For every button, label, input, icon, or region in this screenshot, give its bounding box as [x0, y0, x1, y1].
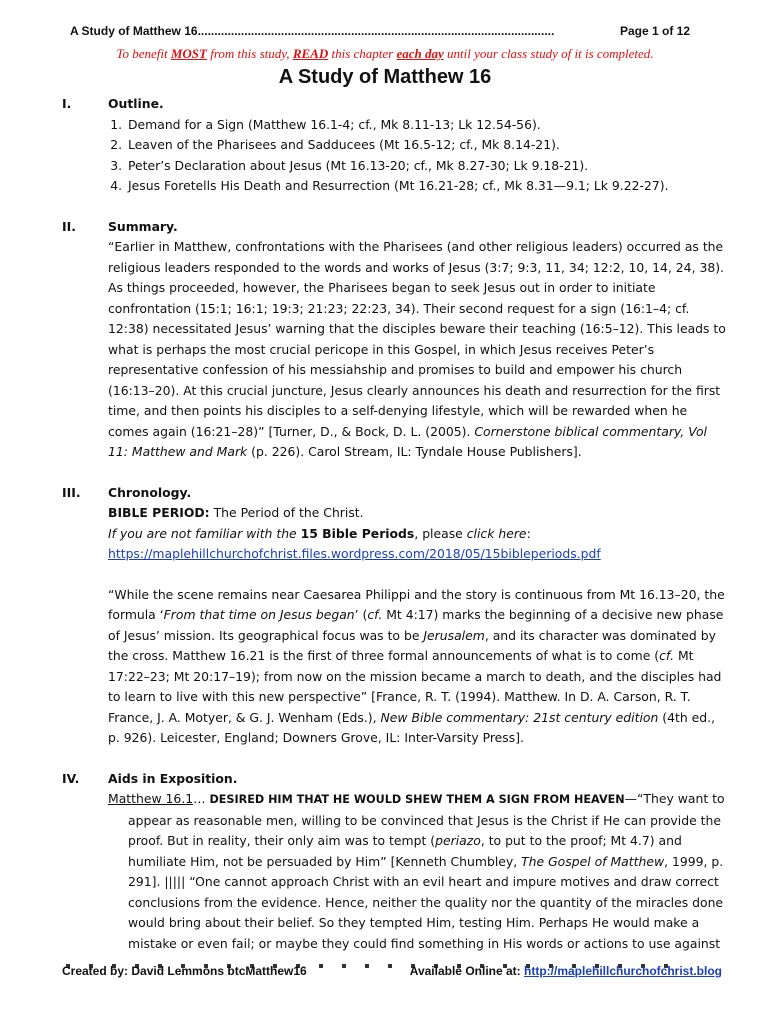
footer-blog-link[interactable]: http://maplehillchurchofchrist.blog — [524, 964, 722, 978]
aids-italic: The Gospel of Matthew — [521, 853, 665, 869]
chronology-quote — [108, 585, 728, 749]
section-heading: Outline. — [108, 96, 164, 111]
outline-item: 2. Leaven of the Pharisees and Sadducees (Mt 16.5-12; cf., Mk 8.14-21). — [126, 135, 728, 156]
ellipsis: … — [193, 791, 210, 806]
bible-period-line — [108, 503, 728, 524]
quote-italic: Jerusalem — [423, 627, 485, 643]
quote-italic: New Bible commentary: 21st century edition — [380, 709, 659, 725]
quote-text: Mt 17:22–23; Mt 20:17–19); from now on the mission became a march to death, and the disciples had to learn to live with this new perspective” [France, R. T. (1994). Matthew. In D. A. Carson, R. T. France, J. A. Motyer, & G. J. Wenham (Eds.), — [108, 648, 722, 725]
section-heading: Summary. — [108, 218, 178, 234]
aids-text: —“They want to appear as reasonable men, willing to be convinced that Jesus is the Christ if He can provide the proof. But in reality, their only aim was to tempt ( — [128, 791, 725, 848]
banner-text-1: To benefit — [116, 46, 171, 61]
section-heading: Aids in Exposition. — [108, 770, 238, 786]
aids-text: “One cannot approach Christ with an evil heart and impure motives and draw correct conclusions from the evidence. Hence, neither the quality nor the quantity of the miracles done would bring about their belief. So they tempted Him, testing Him. Perhaps He would make a mistake or even fail; or maybe they could find something in His words or actions to use against — [128, 874, 724, 951]
hint-click-here: click here — [466, 525, 527, 541]
aids-text: , 1999, p. 291]. — [128, 853, 724, 889]
quote-text: , and its character was dominated by the cross. Matthew 16.21 is the first of three formal announcements of what is to come ( — [108, 627, 716, 663]
separator-bars: ||||| — [164, 874, 190, 889]
hint-text-2: , please — [414, 525, 467, 541]
summary-paragraph — [108, 237, 728, 463]
scripture-reference: Matthew 16.1 — [108, 791, 194, 806]
document-body — [58, 94, 728, 954]
summary-text: “Earlier in Matthew, confrontations with the Pharisees (and other religious leaders) occurred as the religious leaders responded to the words and works of Jesus (3:7; 9:3, 11, 34; 12:2, 10, 14, 24, 38). As things proceeded, however, the Pharisees began to seek Jesus out in order to initiate confrontation (15:1; 16:1; 19:3; 21:23; 22:23, 34). Their second request for a sign (16:1–4; cf. 12:38) necessitated Jesus’ warning that the disciples beware their teaching (16:5–12). This leads to what is perhaps the most crucial pericope in this Gospel, in which Jesus receives Peter’s representative confession of his messiahship and promises to build and empower his church (16:13–20). At this crucial juncture, Jesus clearly announces his death and resurrection for the first time, and then points his disciples to a self-denying lifestyle, which will be rewarded when he comes again (16:21–28)” [Turner, D., & Bock, D. L. (2005). — [108, 239, 726, 439]
aids-text: , to put to the proof; Mt 4.7) and humiliate Him, not be persuaded by Him” [Kenneth Chumbley, — [128, 833, 682, 869]
section-outline — [58, 94, 728, 197]
outline-item: 4. Jesus Foretells His Death and Resurrection (Mt 16.21-28; cf., Mk 8.31—9.1; Lk 9.22-27). — [126, 176, 728, 197]
section-heading: Chronology. — [108, 484, 192, 500]
section-number: II. — [62, 218, 76, 234]
quote-italic: From that time on Jesus began — [163, 607, 355, 622]
section-summary — [58, 217, 728, 463]
footer-dotted-rule — [66, 953, 696, 959]
quote-italic: cf. — [367, 607, 383, 622]
footer-author: Created by: David Lemmons btcMatthew16 — [62, 964, 307, 978]
outline-item: 1. Demand for a Sign (Matthew 16.1-4; cf., Mk 8.11-13; Lk 12.54-56). — [126, 115, 728, 136]
quote-text: Mt 4:17) marks the beginning of a decisive new phase of Jesus’ mission. Its geographical focus was to be — [108, 607, 724, 643]
section-number: III. — [62, 484, 81, 500]
section-chronology — [58, 483, 728, 749]
section-number: I. — [62, 96, 72, 111]
verse-caps-text: DESIRED HIM THAT HE WOULD SHEW THEM A SIGN FROM HEAVEN — [209, 793, 625, 806]
header-page-number: Page 1 of 12 — [619, 24, 690, 38]
bible-periods-link[interactable]: https://maplehillchurchofchrist.files.wordpress.com/2018/05/15bibleperiods.pdf — [108, 546, 601, 561]
quote-text: “While the scene remains near Caesarea Philippi and the story is continuous from Mt 16.13–20, the formula ‘ — [108, 586, 725, 622]
banner-text-3: this chapter — [328, 46, 397, 61]
footer-online — [410, 964, 722, 978]
section-number: IV. — [62, 770, 80, 786]
section-aids — [58, 769, 728, 955]
quote-text: ’ ( — [354, 607, 368, 622]
page-header — [70, 24, 690, 38]
aids-italic: periazo — [435, 833, 481, 848]
aids-paragraph — [108, 789, 728, 954]
banner-emphasis-each-day: each day — [396, 46, 444, 61]
banner-text-4: until your class study of it is completed. — [443, 46, 654, 61]
bible-period-value: The Period of the Christ. — [209, 505, 364, 520]
hint-text-1: If you are not familiar with the — [108, 525, 301, 541]
study-instruction-banner — [0, 46, 770, 62]
footer-online-label: Available Online at: — [409, 964, 524, 978]
quote-italic: cf. — [659, 648, 675, 663]
header-doc-title: A Study of Matthew 16 — [70, 24, 198, 38]
quote-text: (4th ed., p. 926). Leicester, England; Downers Grove, IL: Inter-Varsity Press]. — [108, 709, 716, 745]
outline-list — [108, 115, 728, 197]
page-footer — [62, 964, 722, 978]
hint-colon: : — [526, 525, 531, 541]
banner-emphasis-read: READ — [292, 46, 329, 61]
summary-citation-title: Cornerstone biblical commentary, Vol 11: Matthew and Mark — [108, 423, 707, 459]
header-leader-dots: ........................................................................................................... — [197, 24, 555, 38]
page-title: A Study of Matthew 16 — [278, 66, 492, 88]
hint-bold: 15 Bible Periods — [300, 525, 415, 541]
banner-emphasis-most: MOST — [170, 46, 207, 61]
bible-period-label: BIBLE PERIOD: — [108, 505, 210, 520]
outline-item: 3. Peter’s Declaration about Jesus (Mt 16.13-20; cf., Mk 8.27-30; Lk 9.18-21). — [126, 156, 728, 177]
bible-periods-hint — [108, 524, 728, 545]
banner-text-2: from this study, — [206, 46, 293, 61]
summary-citation-end: (p. 226). Carol Stream, IL: Tyndale House Publishers]. — [247, 444, 582, 459]
